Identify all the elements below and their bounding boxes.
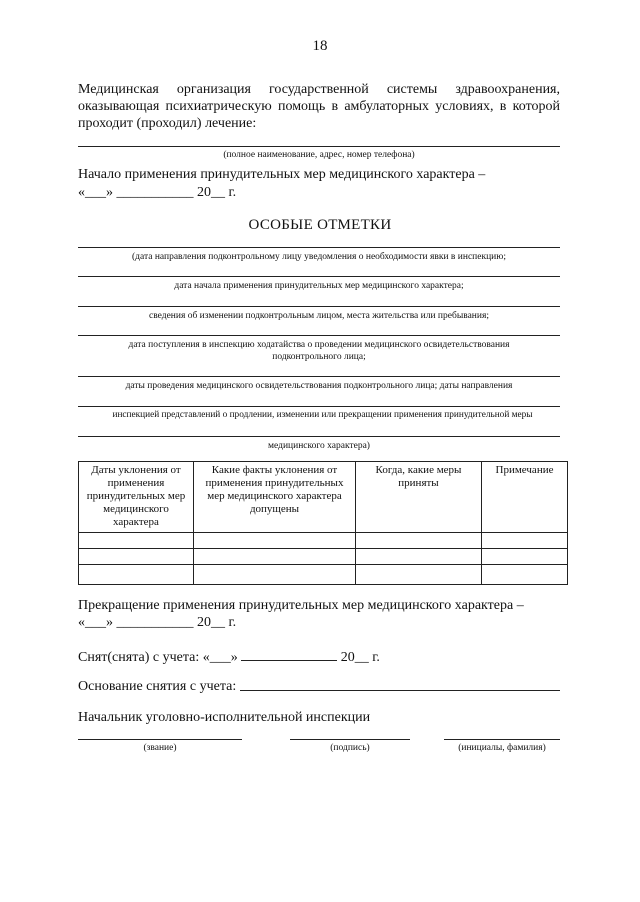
header-evasion-dates: Даты уклонения от применения принудительных мер медицинского характера <box>79 462 194 533</box>
table-cell[interactable] <box>482 549 568 565</box>
evasion-table <box>78 461 568 585</box>
marks-line-7 <box>78 436 560 437</box>
table-cell[interactable] <box>356 549 482 565</box>
org-caption: (полное наименование, адрес, номер телефона) <box>223 150 415 160</box>
marks-caption-3: сведения об изменении подконтрольным лицом, места жительства или пребывания; <box>149 311 489 321</box>
signature-caption: (подпись) <box>330 743 370 753</box>
header-note: Примечание <box>482 462 568 533</box>
intro-line-3: проходит (проходил) лечение: <box>78 116 257 131</box>
signature-line[interactable] <box>290 739 410 740</box>
end-label: Прекращение применения принудительных мер медицинского характера – <box>78 598 524 613</box>
marks-caption-2: дата начала применения принудительных мер медицинского характера; <box>174 281 464 291</box>
marks-line-3 <box>78 306 560 307</box>
initials-caption: (инициалы, фамилия) <box>458 743 546 753</box>
start-date <box>78 185 236 201</box>
table-cell[interactable] <box>79 565 194 585</box>
start-date-day: «___» <box>78 185 113 200</box>
end-date-day: «___» <box>78 615 113 630</box>
org-line <box>78 146 560 147</box>
header-evasion-facts: Какие факты уклонения от применения принудительных мер медицинского характера допущены <box>194 462 356 533</box>
marks-caption-6: даты проведения медицинского освидетельствования подконтрольного лица; даты направления <box>125 381 513 391</box>
removed-month-blank[interactable] <box>241 648 337 661</box>
table-cell[interactable] <box>194 533 356 549</box>
basis-label: Основание снятия с учета: <box>78 679 237 694</box>
intro-line-1: Медицинская организация государственной системы здравоохранения, <box>78 82 560 97</box>
end-date-month: ___________ <box>116 615 194 630</box>
removed-label: Снят(снята) с учета: «___» <box>78 650 238 665</box>
start-date-month: ___________ <box>116 185 194 200</box>
table-cell[interactable] <box>482 565 568 585</box>
removed-line <box>78 648 380 666</box>
rank-line[interactable] <box>78 739 242 740</box>
table-cell[interactable] <box>356 533 482 549</box>
start-date-year: 20__ г. <box>197 185 237 200</box>
intro-paragraph <box>78 81 560 132</box>
page-number: 18 <box>312 38 328 54</box>
marks-line-4 <box>78 335 560 336</box>
marks-caption-5: подконтрольного лица; <box>272 352 366 362</box>
table-cell[interactable] <box>194 565 356 585</box>
table-header-row <box>79 462 568 533</box>
basis-line[interactable] <box>240 690 560 691</box>
marks-caption-7: инспекцией представлений о продлении, изменении или прекращении применения принудительной меры <box>112 410 533 420</box>
marks-line-1 <box>78 247 560 248</box>
table-cell[interactable] <box>79 549 194 565</box>
marks-line-6 <box>78 406 560 407</box>
marks-caption-8: медицинского характера) <box>268 441 370 451</box>
marks-caption-1: (дата направления подконтрольному лицу уведомления о необходимости явки в инспекцию; <box>132 252 506 262</box>
rank-caption: (звание) <box>143 743 177 753</box>
start-label: Начало применения принудительных мер медицинского характера – <box>78 167 486 182</box>
intro-line-2: оказывающая психиатрическую помощь в амбулаторных условиях, в которой <box>78 99 560 114</box>
marks-caption-4: дата поступления в инспекцию ходатайства о проведении медицинского освидетельствования <box>128 340 510 350</box>
table-row <box>79 565 568 585</box>
table-cell[interactable] <box>194 549 356 565</box>
initials-line[interactable] <box>444 739 560 740</box>
table-row <box>79 533 568 549</box>
table-cell[interactable] <box>79 533 194 549</box>
removed-year: 20__ г. <box>340 650 380 665</box>
special-marks-title: ОСОБЫЕ ОТМЕТКИ <box>248 217 392 233</box>
end-date-year: 20__ г. <box>197 615 237 630</box>
marks-line-5 <box>78 376 560 377</box>
header-measures: Когда, какие меры приняты <box>356 462 482 533</box>
table-row <box>79 549 568 565</box>
marks-line-2 <box>78 276 560 277</box>
end-date <box>78 615 236 631</box>
table-cell[interactable] <box>482 533 568 549</box>
table-cell[interactable] <box>356 565 482 585</box>
chief-label: Начальник уголовно-исполнительной инспекции <box>78 710 371 725</box>
